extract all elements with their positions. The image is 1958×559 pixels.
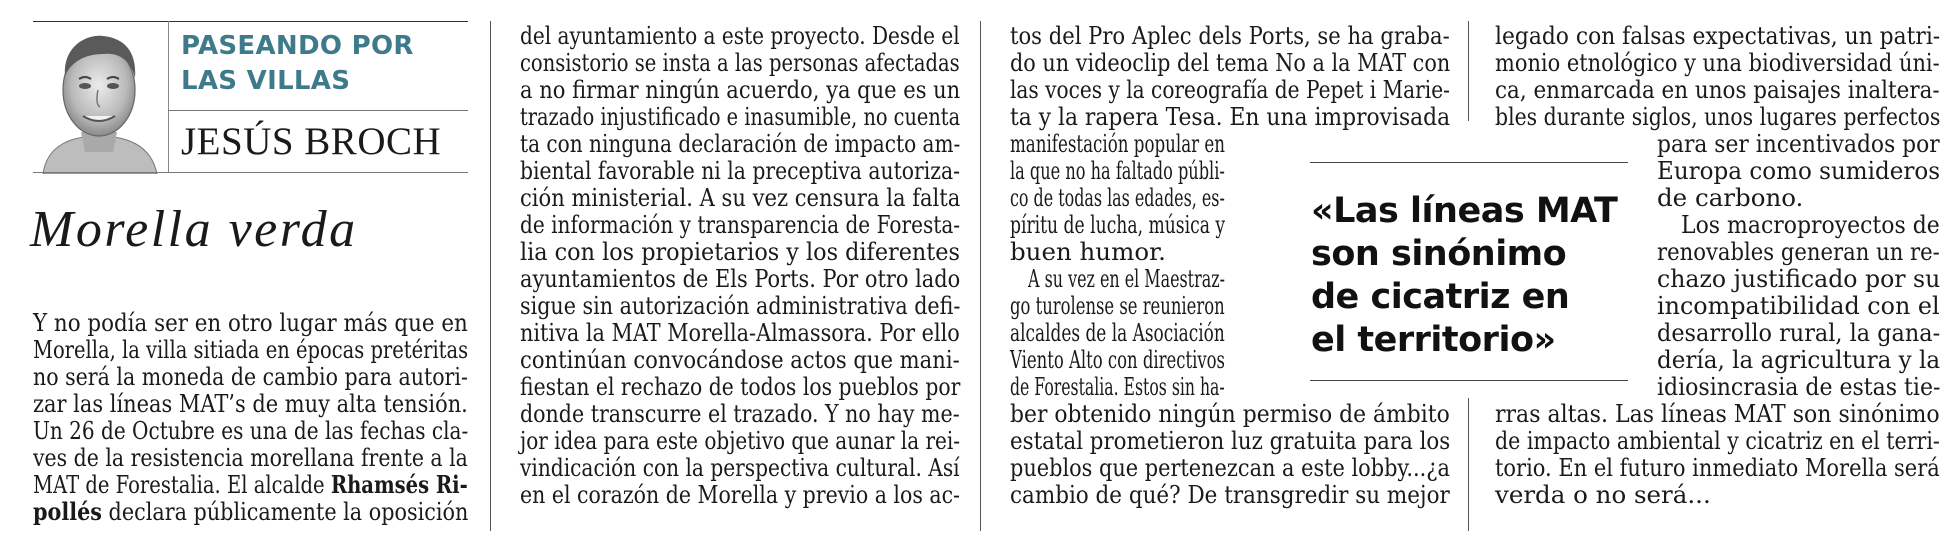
col2-line: a no firmar ningún acuerdo, ya que es un <box>520 75 961 104</box>
pull-quote-top-rule <box>1310 162 1628 163</box>
col1-line: no será la moneda de cambio para autori- <box>33 362 468 391</box>
pull-quote-line: el territorio» <box>1311 320 1556 360</box>
col2-line: ción ministerial. A su vez censura la falta <box>520 183 961 212</box>
col3-line: Viento Alto con directivos <box>1010 345 1226 374</box>
col1-text: MAT de Forestalia. El alcalde <box>33 470 325 499</box>
col4-line: de carbono. <box>1657 183 1804 212</box>
col4-line: dería, la agricultura y la <box>1657 345 1941 374</box>
col4-line: monio etnológico y una biodiversidad úni- <box>1495 48 1940 77</box>
col3-line: píritu de lucha, música y <box>1010 210 1226 239</box>
col4-line: Europa como sumideros <box>1657 156 1941 185</box>
column-divider-3a <box>1468 21 1469 121</box>
col3-line: tos del Pro Aplec dels Ports, se ha graba- <box>1010 21 1450 50</box>
col2-line: continúan convocándose actos que mani- <box>520 345 960 374</box>
col4-line: idiosincrasia de estas tie- <box>1657 372 1941 401</box>
col3-line: manifestación popular en <box>1010 129 1226 158</box>
pull-quote <box>1311 190 1617 362</box>
col4-line: verda o no será... <box>1495 480 1711 509</box>
col3-line: pueblos que pertenezcan a este lobby...¿a <box>1010 453 1450 482</box>
col3-line: cambio de qué? De transgredir su mejor <box>1010 480 1450 509</box>
col3-line: ber obtenido ningún permiso de ámbito <box>1010 399 1450 428</box>
col2-line: consistorio se insta a las personas afectadas <box>520 48 960 77</box>
col2-line: trazado injustificado e inasumible, no cuenta <box>520 102 961 131</box>
col4-line: legado con falsas expectativas, un patri- <box>1495 21 1941 50</box>
col1-line: ves de la resistencia morellana frente a la <box>33 443 468 472</box>
col1-line: Un 26 de Octubre es una de las fechas cla- <box>33 416 469 445</box>
col4-line: incompatibilidad con el <box>1657 291 1940 320</box>
col3-line: ta y la rapera Tesa. En una improvisada <box>1010 102 1451 131</box>
col4-line: para ser incentivados por <box>1657 129 1940 158</box>
col3-line: la que no ha faltado públi- <box>1010 156 1225 185</box>
section-author-rule <box>168 110 468 111</box>
pull-quote-line: «Las líneas MAT <box>1311 191 1618 231</box>
masthead-bottom-rule <box>33 172 468 173</box>
column-divider-1 <box>490 21 491 531</box>
col3-line: las voces y la coreografía de Pepet i Marie- <box>1010 75 1450 104</box>
col4-line: de impacto ambiental y cicatriz en el terri- <box>1495 426 1940 455</box>
pull-quote-line: de cicatriz en <box>1311 277 1570 317</box>
col1-line: zar las líneas MAT’s de muy alta tensión. <box>33 389 468 418</box>
column-divider-2 <box>980 21 981 531</box>
col2-line: del ayuntamiento a este proyecto. Desde el <box>520 21 960 50</box>
col1-line: Morella, la villa sitiada en épocas pretéritas <box>33 335 469 364</box>
col4-line: bles durante siglos, unos lugares perfectos <box>1495 102 1941 131</box>
col3-line: A su vez en el Maestraz- <box>1028 264 1225 293</box>
section-label <box>181 29 414 99</box>
col2-line: sigue sin autorización administrativa defi- <box>520 291 961 320</box>
col3-line: alcaldes de la Asociación <box>1010 318 1225 347</box>
col2-line: lia con los propietarios y los diferentes <box>520 237 960 266</box>
col3-line: buen humor. <box>1010 237 1166 266</box>
section-label-line-1: PASEANDO POR <box>181 31 414 61</box>
mayor-name-last: pollés <box>33 497 102 526</box>
col2-line: ayuntamientos de Els Ports. Por otro lado <box>520 264 961 293</box>
col3-line: de Forestalia. Estos sin ha- <box>1010 372 1225 401</box>
col3-line: co de todas las edades, es- <box>1010 183 1225 212</box>
author-name: JESÚS BROCH <box>181 120 442 163</box>
col4-line: chazo justificado por su <box>1657 264 1941 293</box>
column-divider-3b <box>1468 398 1469 531</box>
col2-line: biental favorable ni la preceptiva autoriza- <box>520 156 960 185</box>
col3-line: go turolense se reunieron <box>1010 291 1225 320</box>
mayor-name-first: Rhamsés Ri- <box>330 470 468 499</box>
author-portrait <box>33 24 165 174</box>
col2-line: de información y transparencia de Foresta- <box>520 210 961 239</box>
col3-line: estatal prometieron luz gratuita para los <box>1010 426 1451 455</box>
col2-line: nitiva la MAT Morella-Almassora. Por ello <box>520 318 960 347</box>
pull-quote-line: son sinónimo <box>1311 234 1567 274</box>
pull-quote-bottom-rule <box>1310 380 1628 381</box>
col2-line: jor idea para este objetivo que aunar la rei- <box>520 426 961 455</box>
col2-line: fiestan el rechazo de todos los pueblos por <box>520 372 961 401</box>
col2-line: ta con ninguna declaración de impacto am- <box>520 129 961 158</box>
masthead-divider <box>168 21 169 172</box>
article-headline: Morella verda <box>30 201 358 258</box>
col4-line: renovables generan un re- <box>1657 237 1940 266</box>
col2-line: vindicación con la perspectiva cultural. Así <box>520 453 960 482</box>
section-label-line-2: LAS VILLAS <box>181 66 351 96</box>
col3-line: do un videoclip del tema No a la MAT con <box>1010 48 1451 77</box>
col1-text: declara públicamente la oposición <box>108 497 469 526</box>
col2-line: en el corazón de Morella y previo a los ac- <box>520 480 960 509</box>
col1-line <box>33 496 468 527</box>
col2-line: donde transcurre el trazado. Y no hay me- <box>520 399 960 428</box>
col4-line: ca, enmarcada en unos paisajes inaltera- <box>1495 75 1940 104</box>
top-rule-left <box>33 21 468 22</box>
col4-line: rras altas. Las líneas MAT son sinónimo <box>1495 399 1940 428</box>
col1-line: Y no podía ser en otro lugar más que en <box>33 308 468 337</box>
col4-line: Los macroproyectos de <box>1681 210 1940 239</box>
col4-line: torio. En el futuro inmediato Morella será <box>1495 453 1940 482</box>
col4-line: desarrollo rural, la gana- <box>1657 318 1941 347</box>
